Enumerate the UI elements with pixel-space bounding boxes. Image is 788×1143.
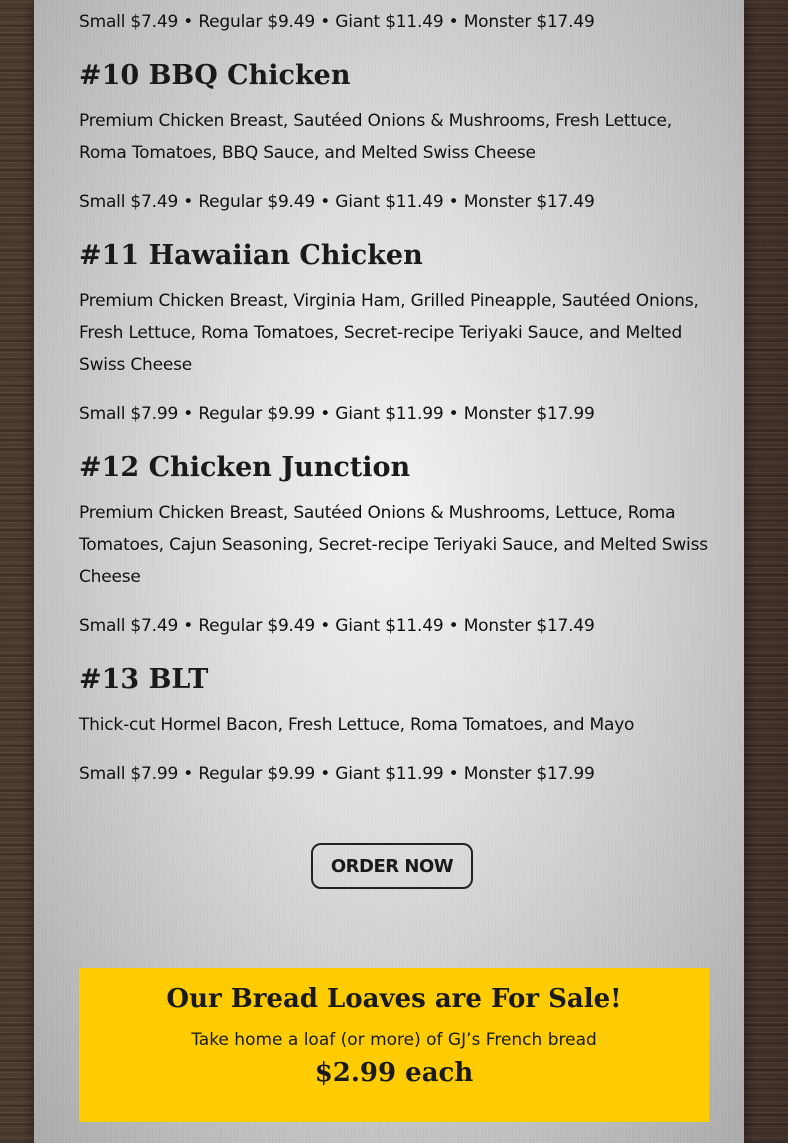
item-10-prices: Small $7.49 • Regular $9.49 • Giant $11.49 • Monster $17.49 <box>79 192 595 212</box>
bread-promo-title: Our Bread Loaves are For Sale! <box>166 984 622 1014</box>
item-12-prices: Small $7.49 • Regular $9.49 • Giant $11.49 • Monster $17.49 <box>79 616 595 636</box>
item-13-description: Thick-cut Hormel Bacon, Fresh Lettuce, Roma Tomatoes, and Mayo <box>79 715 635 735</box>
item-11-prices: Small $7.99 • Regular $9.99 • Giant $11.99 • Monster $17.99 <box>79 404 595 424</box>
item-11-description: Premium Chicken Breast, Virginia Ham, Grilled Pineapple, Sautéed Onions, Fresh Lettuce, Roma Tomatoes, Secret-recipe Teriyaki Sauce, and Melted Swiss Cheese <box>79 291 699 375</box>
order-now-button[interactable]: ORDER NOW <box>311 843 473 889</box>
bread-promo-subtitle: Take home a loaf (or more) of GJ’s French bread <box>191 1030 597 1050</box>
item-12-title: #12 Chicken Junction <box>79 452 411 483</box>
bread-promo-box <box>79 968 709 1122</box>
item-10-title: #10 BBQ Chicken <box>79 60 351 91</box>
item-9-prices: Small $7.49 • Regular $9.49 • Giant $11.49 • Monster $17.49 <box>79 12 595 32</box>
bread-promo-price: $2.99 each <box>314 1058 474 1088</box>
item-12-description: Premium Chicken Breast, Sautéed Onions & Mushrooms, Lettuce, Roma Tomatoes, Cajun Seasoning, Secret-recipe Teriyaki Sauce, and Melted Swiss Cheese <box>79 503 708 587</box>
item-13-prices: Small $7.99 • Regular $9.99 • Giant $11.99 • Monster $17.99 <box>79 764 595 784</box>
item-10-description: Premium Chicken Breast, Sautéed Onions & Mushrooms, Fresh Lettuce, Roma Tomatoes, BBQ Sauce, and Melted Swiss Cheese <box>79 111 672 163</box>
menu-panel <box>34 0 744 1143</box>
item-13-title: #13 BLT <box>79 664 209 695</box>
item-11-title: #11 Hawaiian Chicken <box>79 240 423 271</box>
